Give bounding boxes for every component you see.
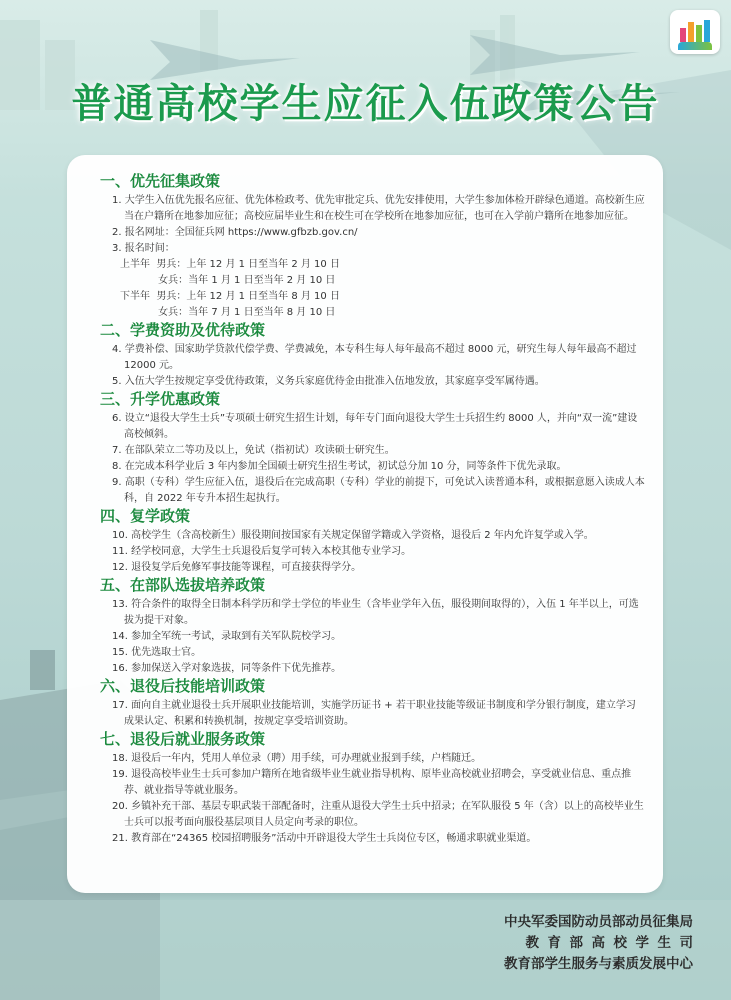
policy-item: 14. 参加全军统一考试，录取到有关军队院校学习。 [112, 631, 342, 642]
section-heading: 一、优先征集政策 [100, 172, 221, 190]
issuing-agencies [504, 912, 702, 975]
policy-item: 17. 面向自主就业退役士兵开展职业技能培训，实施学历证书 + 若干职业技能等级证书制度和学分银行制度，建立学习成果认定、积累和转换机制，按规定享受培训资助。 [112, 700, 636, 727]
policy-item: 3. 报名时间： [112, 243, 175, 254]
policy-item: 6. 设立“退役大学生士兵”专项硕士研究生招生计划，每年专门面向退役大学生士兵招生约 8000 人，并向“双一流”建设高校倾斜。 [112, 413, 638, 440]
section-further-education [100, 390, 645, 507]
policy-item: 13. 符合条件的取得全日制本科学历和学士学位的毕业生（含毕业学年入伍，服役期间取得的），入伍 1 年半以上，可选拔为提干对象。 [112, 599, 639, 626]
schedule-line: 下半年 男兵：上年 12 月 1 日至当年 8 月 10 日 [120, 291, 340, 302]
section-employment-services [100, 730, 645, 847]
section-return-to-school [100, 507, 645, 576]
policy-item: 21. 教育部在“24365 校园招聘服务”活动中开辟退役大学生士兵岗位专区，畅通求职就业渠道。 [112, 833, 537, 844]
agency-name: 中央军委国防动员部动员征集局 [504, 914, 693, 930]
policy-item: 12. 退役复学后免修军事技能等课程，可直接获得学分。 [112, 562, 362, 573]
policy-item: 10. 高校学生（含高校新生）服役期间按国家有关规定保留学籍或入学资格，退役后 2 年内允许复学或入学。 [112, 530, 594, 541]
policy-item: 20. 乡镇补充干部、基层专职武装干部配备时，注重从退役大学生士兵中招录；在军队服役 5 年（含）以上的高校毕业生士兵可以报考面向服役基层项目人员定向考录的职位。 [112, 801, 644, 828]
schedule-line: 女兵：当年 1 月 1 日至当年 2 月 10 日 [120, 275, 336, 286]
agency-name: 教育部高校学生司 [525, 935, 702, 951]
section-priority-enlistment [100, 172, 645, 321]
policy-item: 19. 退役高校毕业生士兵可参加户籍所在地省级毕业生就业指导机构、原毕业高校就业招聘会，享受就业信息、重点推荐、就业指导等就业服务。 [112, 769, 632, 796]
section-heading: 六、退役后技能培训政策 [100, 677, 266, 695]
policy-item: 5. 入伍大学生按规定享受优待政策，义务兵家庭优待金由批准入伍地发放，其家庭享受军属待遇。 [112, 376, 545, 387]
campus-logo-icon [670, 10, 720, 54]
section-skills-training [100, 677, 645, 730]
policy-content [100, 172, 645, 847]
schedule-line: 上半年 男兵：上年 12 月 1 日至当年 2 月 10 日 [120, 259, 340, 270]
policy-item: 7. 在部队荣立二等功及以上，免试（指初试）攻读硕士研究生。 [112, 445, 395, 456]
section-tuition-support [100, 321, 645, 390]
policy-item: 1. 大学生入伍优先报名应征、优先体检政考、优先审批定兵、优先安排使用，大学生参加体检开辟绿色通道。高校新生应当在户籍所在地参加应征；高校应届毕业生和在校生可在学校所在地参加应征，也可在入学前户籍所在地参加应征。 [112, 195, 645, 222]
agency-name: 教育部学生服务与素质发展中心 [504, 956, 693, 972]
policy-item: 9. 高职（专科）学生应征入伍，退役后在完成高职（专科）学业的前提下，可免试入读普通本科，或根据意愿入读成人本科，自 2022 年专升本招生起执行。 [112, 477, 645, 504]
policy-item: 15. 优先选取士官。 [112, 647, 202, 658]
policy-item: 16. 参加保送入学对象选拔，同等条件下优先推荐。 [112, 663, 342, 674]
section-heading: 二、学费资助及优待政策 [100, 321, 266, 339]
page-title: 普通高校学生应征入伍政策公告 [71, 81, 660, 127]
policy-item: 18. 退役后一年内，凭用人单位录（聘）用手续，可办理就业报到手续，户档随迁。 [112, 753, 482, 764]
section-heading: 七、退役后就业服务政策 [100, 730, 266, 748]
policy-item: 2. 报名网址：全国征兵网 https://www.gfbzb.gov.cn/ [112, 227, 358, 238]
policy-item: 4. 学费补偿、国家助学贷款代偿学费、学费减免，本专科生每人每年最高不超过 8000 元，研究生每人每年最高不超过 12000 元。 [112, 344, 637, 371]
section-heading: 五、在部队选拔培养政策 [100, 576, 266, 594]
section-military-training [100, 576, 645, 677]
policy-item: 8. 在完成本科学业后 3 年内参加全国硕士研究生招生考试，初试总分加 10 分，同等条件下优先录取。 [112, 461, 567, 472]
section-heading: 四、复学政策 [100, 507, 191, 525]
policy-item: 11. 经学校同意，大学生士兵退役后复学可转入本校其他专业学习。 [112, 546, 412, 557]
section-heading: 三、升学优惠政策 [100, 390, 221, 408]
schedule-line: 女兵：当年 7 月 1 日至当年 8 月 10 日 [120, 307, 336, 318]
